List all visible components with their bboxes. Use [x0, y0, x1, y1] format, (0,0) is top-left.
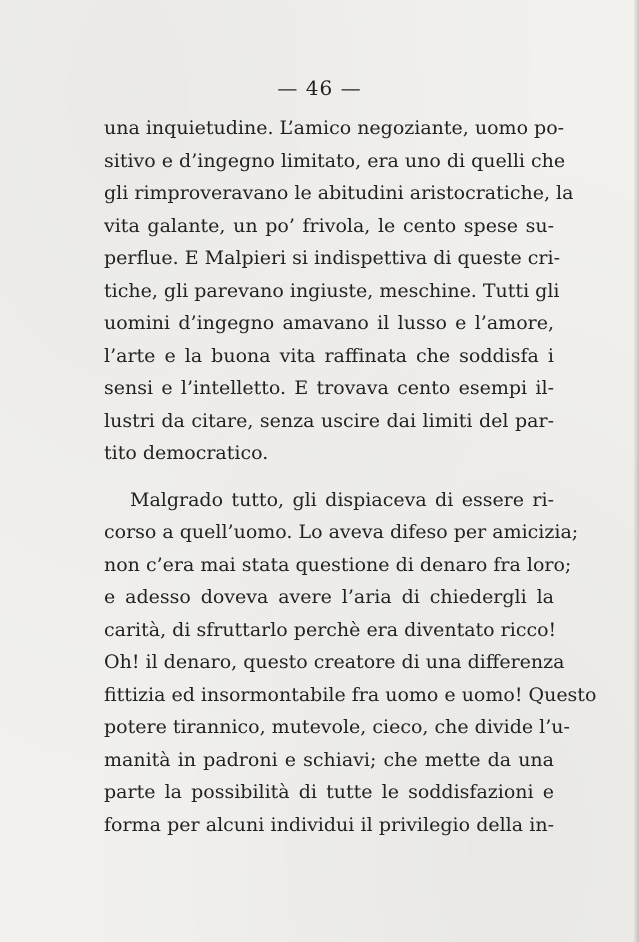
text-line: parte la possibilità di tutte le soddisfazioni e	[104, 781, 554, 803]
text-line: fittizia ed insormontabile fra uomo e uomo! Questo	[104, 683, 597, 706]
text-line: uomini d’ingegno amavano il lusso e l’amore,	[104, 312, 554, 334]
text-line: vita galante, un po’ frivola, le cento spese su-	[104, 214, 554, 237]
text-line: sensi e l’intelletto. E trovava cento esempi il-	[104, 377, 554, 399]
text-line: Oh! il denaro, questo creatore di una differenza	[104, 651, 565, 673]
paragraph-2	[104, 484, 597, 842]
text-line: corso a quell’uomo. Lo aveva difeso per amicizia;	[104, 521, 579, 543]
text-line: una inquietudine. L’amico negoziante, uomo po-	[104, 117, 565, 139]
text-line: Malgrado tutto, gli dispiaceva di essere ri-	[130, 488, 554, 511]
text-line: carità, di sfruttarlo perchè era diventato ricco!	[104, 618, 557, 641]
text-line: manità in padroni e schiavi; che mette da una	[104, 748, 554, 771]
text-line: e adesso doveva avere l’aria di chiedergli la	[104, 586, 554, 608]
paragraph-1	[104, 112, 574, 470]
text-line: potere tirannico, mutevole, cieco, che divide l’u-	[104, 716, 570, 738]
text-line: perflue. E Malpieri si indispettiva di queste cri-	[104, 247, 561, 269]
text-line: lustri da citare, senza uscire dai limiti del par-	[104, 409, 554, 432]
page-number: — 46 —	[277, 76, 362, 100]
paragraph-gap	[104, 470, 554, 484]
text-line: sitivo e d’ingegno limitato, era uno di quelli che	[104, 149, 566, 172]
body-text	[104, 112, 597, 841]
text-line: tito democratico.	[104, 442, 269, 464]
text-line: non c’era mai stata questione di denaro fra loro;	[104, 553, 572, 576]
text-line: l’arte e la buona vita raffinata che soddisfa i	[104, 344, 554, 367]
text-line: forma per alcuni individui il privilegio della in-	[104, 813, 554, 836]
text-line: gli rimproveravano le abitudini aristocratiche, la	[104, 182, 574, 204]
page-edge-shadow	[633, 0, 639, 942]
text-line: tiche, gli parevano ingiuste, meschine. Tutti gli	[104, 279, 560, 302]
